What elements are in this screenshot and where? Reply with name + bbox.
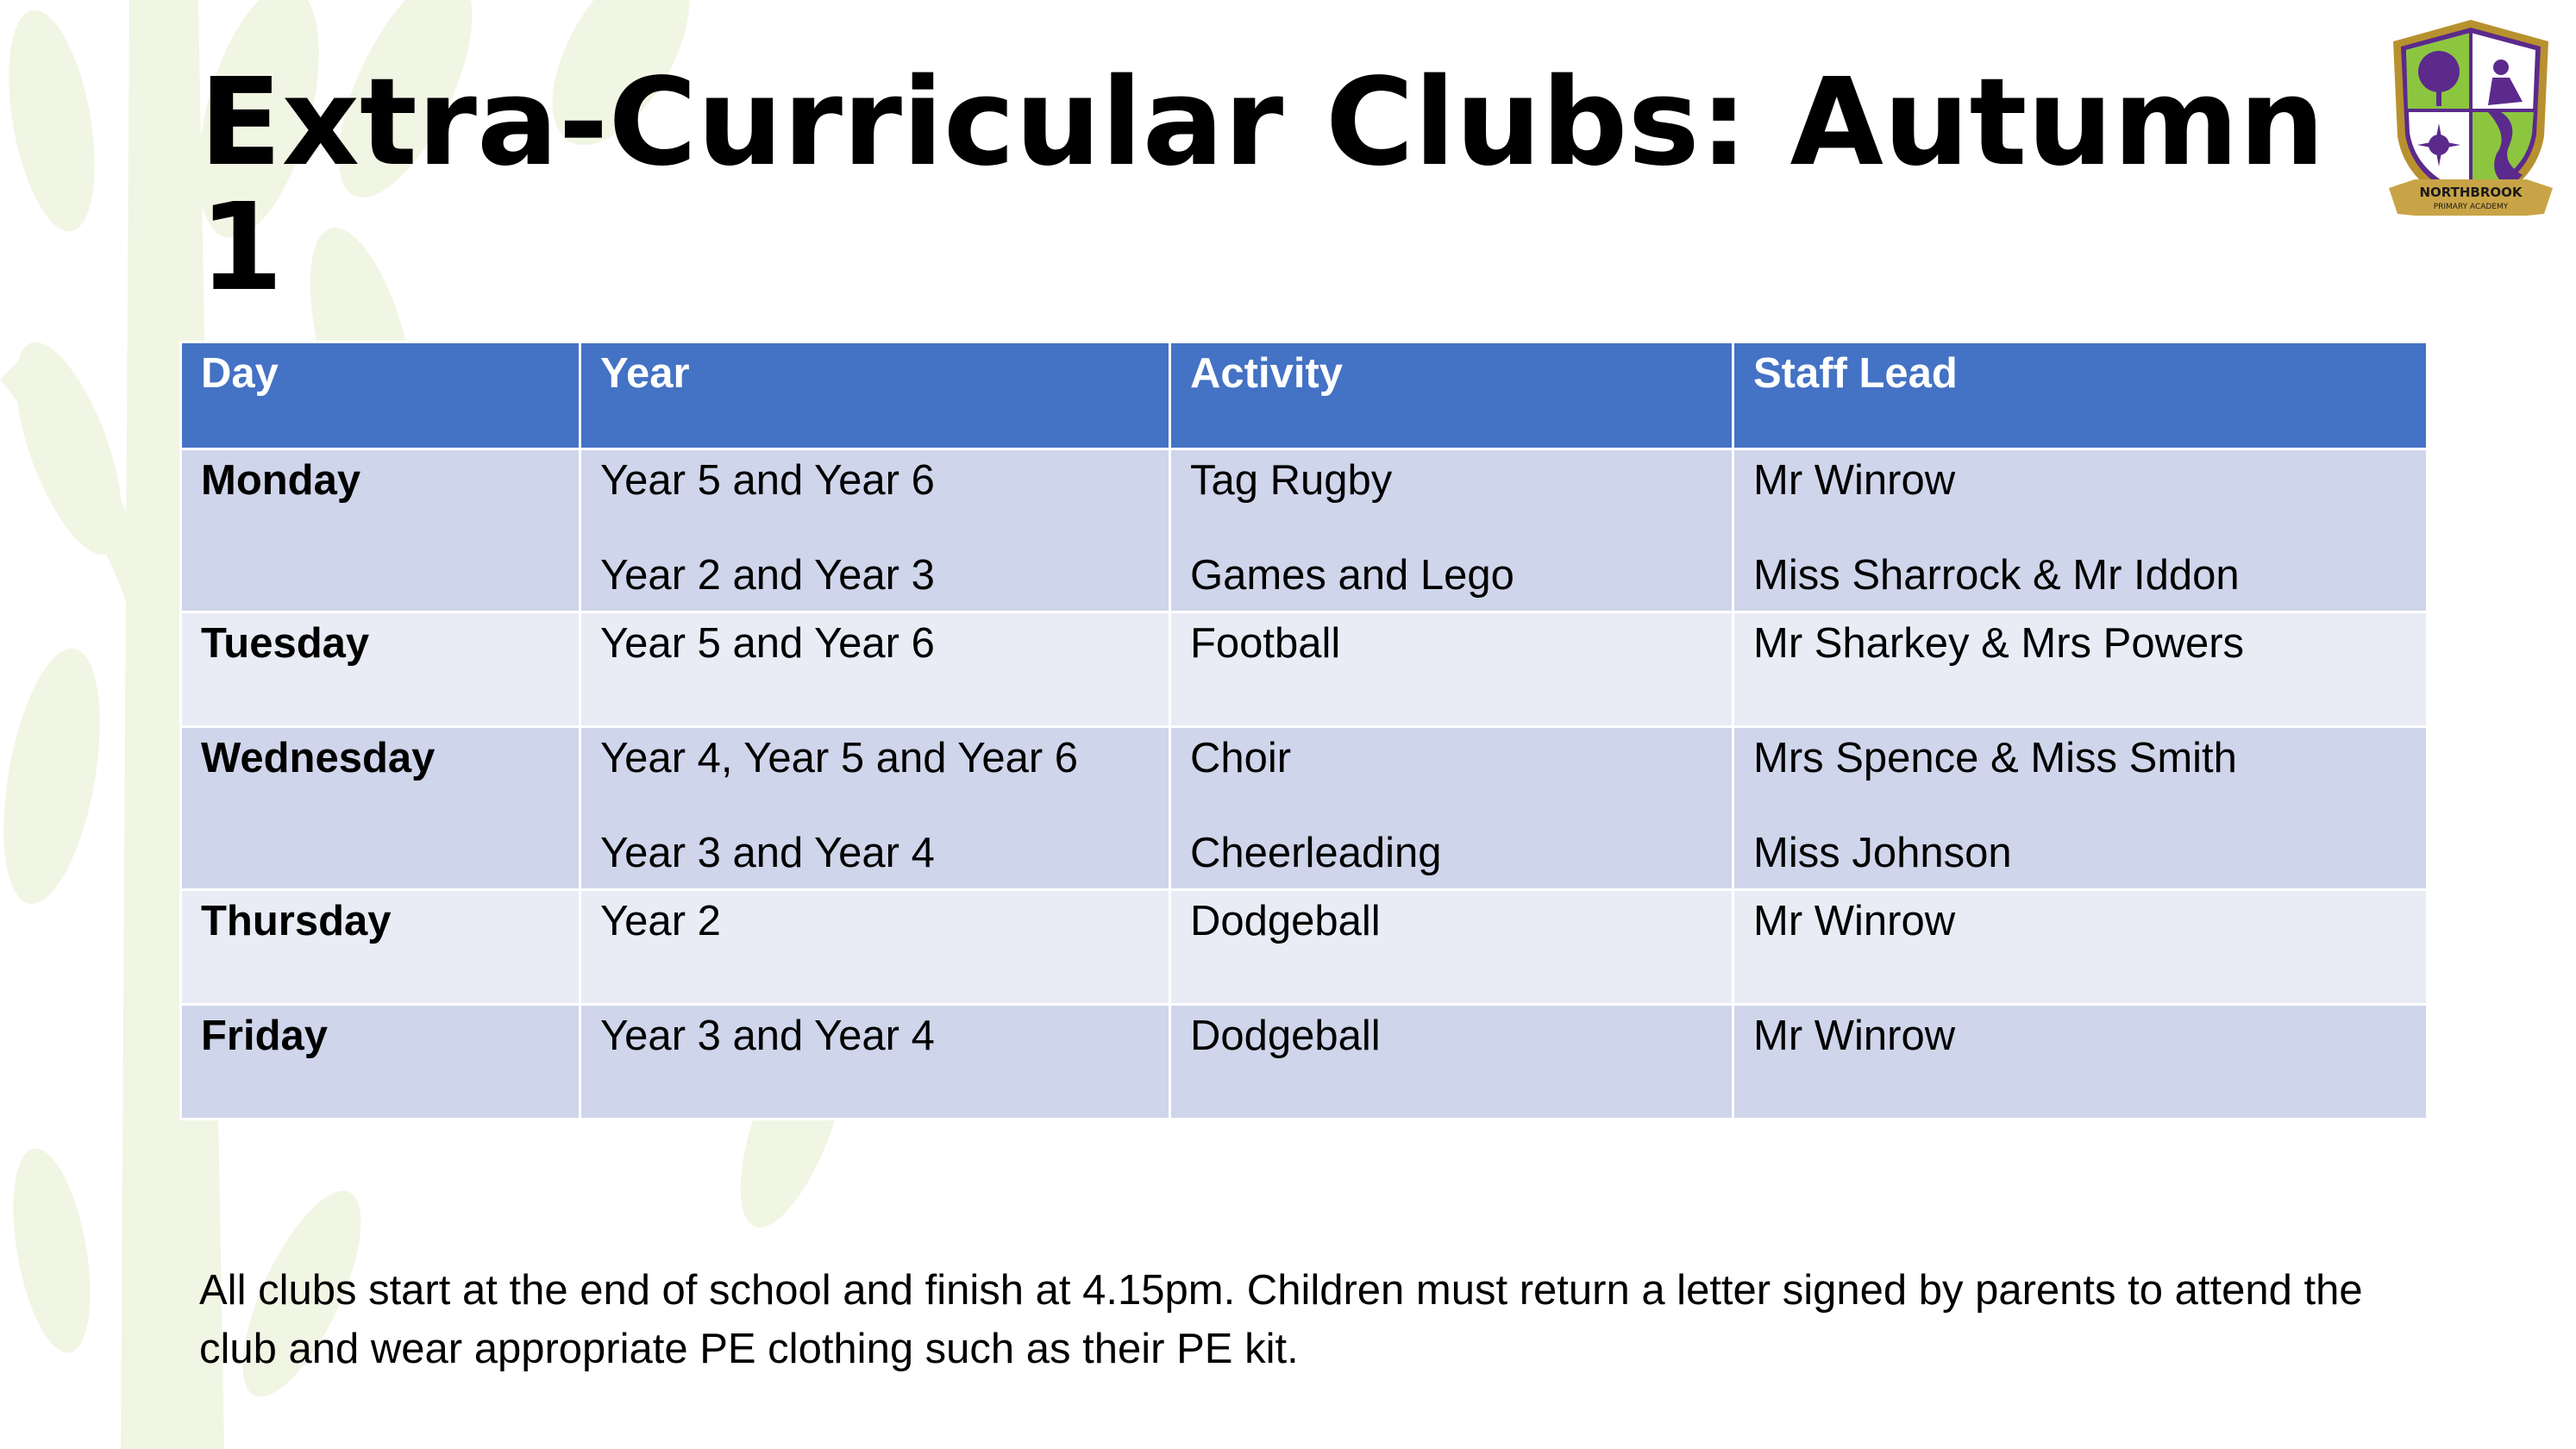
day-cell: Monday [181, 449, 580, 612]
logo-name: NORTHBROOK [2419, 185, 2523, 200]
day-cell: Tuesday [181, 612, 580, 727]
table-row [181, 1005, 2428, 1120]
staff-cell: Mr Winrow [1733, 1005, 2428, 1120]
table-row [181, 890, 2428, 1005]
activity-cell: Choir Cheerleading [1170, 727, 1733, 890]
header-year: Year [580, 342, 1170, 449]
table-header-row [181, 342, 2428, 449]
year-cell: Year 4, Year 5 and Year 6 Year 3 and Year 4 [580, 727, 1170, 890]
year-cell: Year 3 and Year 4 [580, 1005, 1170, 1120]
table-row [181, 612, 2428, 727]
day-cell: Thursday [181, 890, 580, 1005]
activity-cell: Dodgeball [1170, 890, 1733, 1005]
staff-cell: Mrs Spence & Miss Smith Miss Johnson [1733, 727, 2428, 890]
staff-cell: Mr Winrow Miss Sharrock & Mr Iddon [1733, 449, 2428, 612]
day-cell: Friday [181, 1005, 580, 1120]
year-cell: Year 5 and Year 6 Year 2 and Year 3 [580, 449, 1170, 612]
table-row [181, 449, 2428, 612]
header-staff-lead: Staff Lead [1733, 342, 2428, 449]
activity-cell: Football [1170, 612, 1733, 727]
logo-subtitle: PRIMARY ACADEMY [2433, 203, 2509, 211]
staff-cell: Mr Winrow [1733, 890, 2428, 1005]
activity-cell: Tag Rugby Games and Lego [1170, 449, 1733, 612]
year-cell: Year 2 [580, 890, 1170, 1005]
day-cell: Wednesday [181, 727, 580, 890]
activity-cell: Dodgeball [1170, 1005, 1733, 1120]
clubs-table [179, 341, 2429, 1120]
page-title: Extra-Curricular Clubs: Autumn 1 [199, 53, 2325, 318]
header-day: Day [181, 342, 580, 449]
staff-cell: Mr Sharkey & Mrs Powers [1733, 612, 2428, 727]
footer-note: All clubs start at the end of school and finish at 4.15pm. Children must return a letter signed by parents to attend the club and wear appropriate PE clothing such as their PE kit. [199, 1267, 2363, 1372]
school-crest-logo [2380, 16, 2561, 227]
year-cell: Year 5 and Year 6 [580, 612, 1170, 727]
table-row [181, 727, 2428, 890]
header-activity: Activity [1170, 342, 1733, 449]
